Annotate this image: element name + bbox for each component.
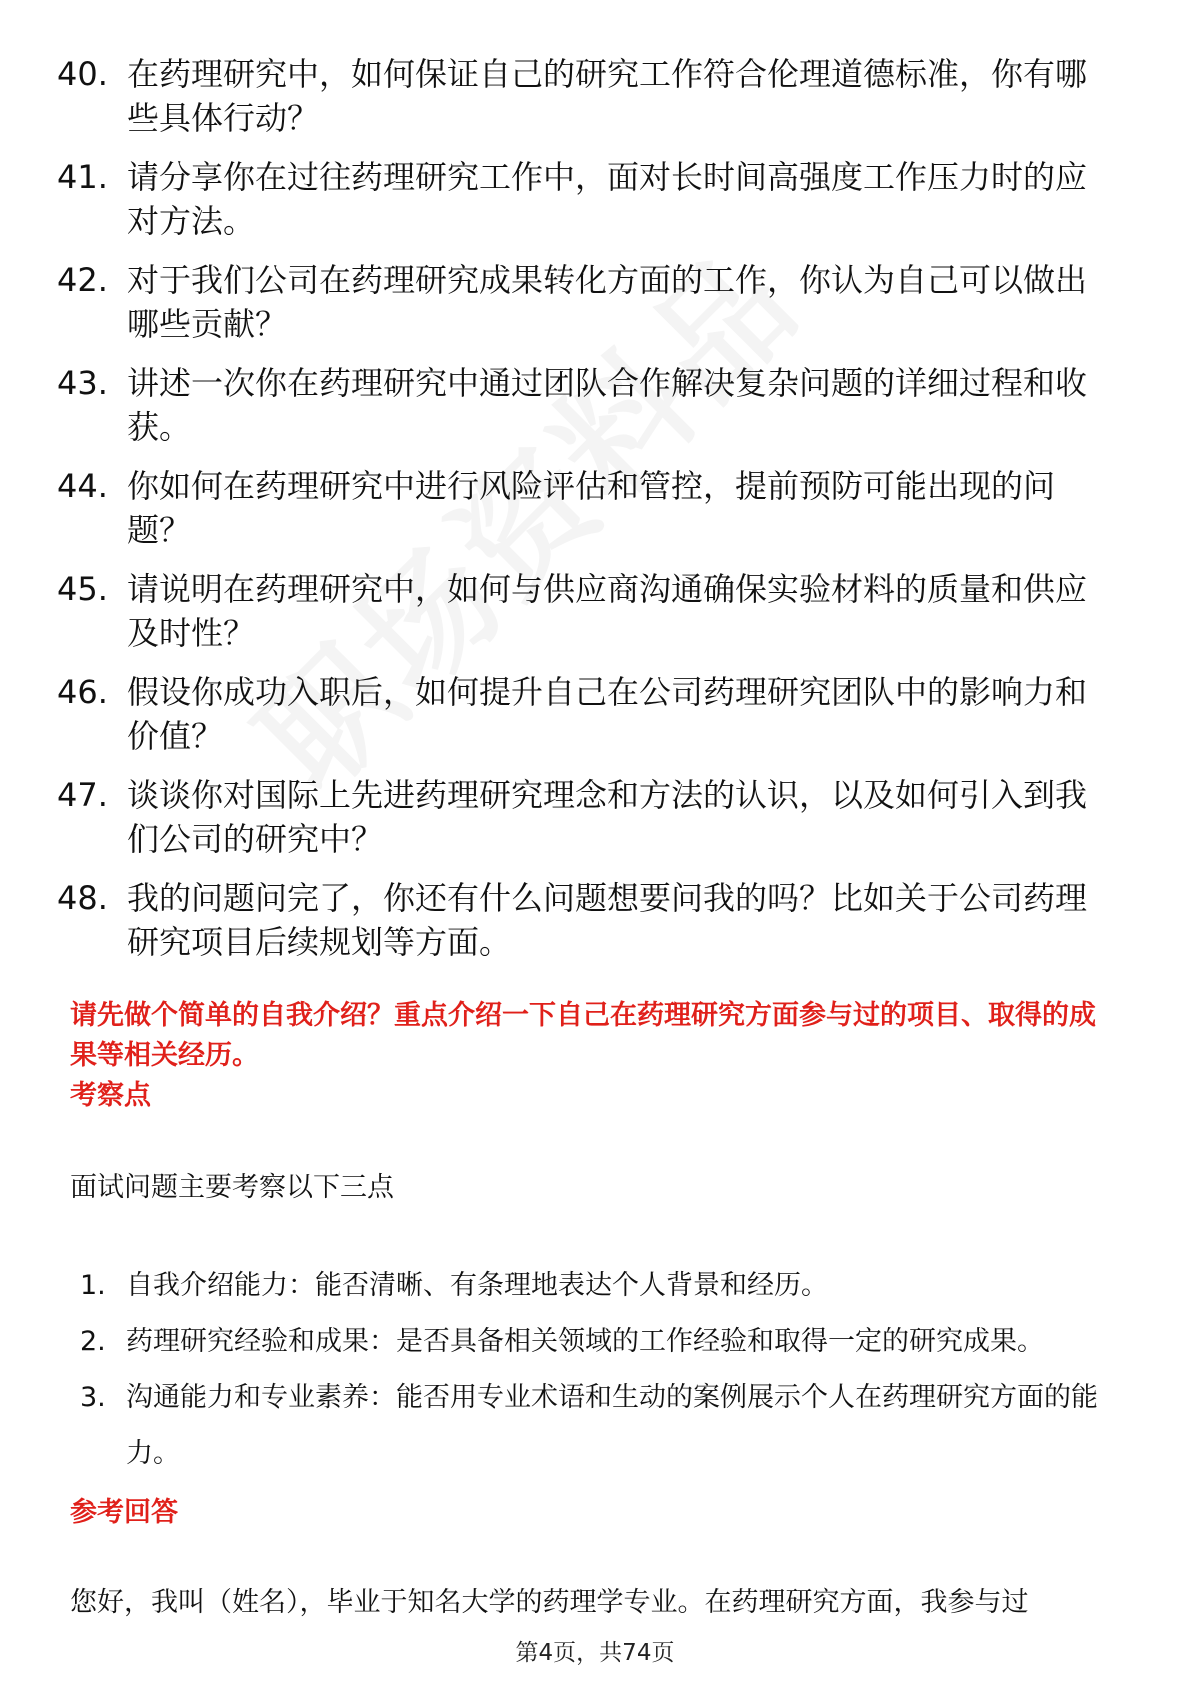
point-number: 3.	[80, 1382, 106, 1413]
question-number: 41.	[57, 158, 108, 196]
question-text: 我的问题问完了，你还有什么问题想要问我的吗？比如关于公司药理研究项目后续规划等方面。	[127, 879, 1088, 961]
assessment-point	[80, 1314, 1120, 1370]
question-text: 假设你成功入职后，如何提升自己在公司药理研究团队中的影响力和价值？	[127, 673, 1088, 755]
question-text: 请说明在药理研究中，如何与供应商沟通确保实验材料的质量和供应及时性？	[127, 570, 1088, 652]
page-footer: 第4页，共74页	[515, 1640, 675, 1666]
assessment-intro: 面试问题主要考察以下三点	[70, 1172, 394, 1203]
question-list	[57, 52, 1117, 979]
question-text: 你如何在药理研究中进行风险评估和管控，提前预防可能出现的问题？	[127, 467, 1056, 549]
point-text: 沟通能力和专业素养：能否用专业术语和生动的案例展示个人在药理研究方面的能力。	[126, 1382, 1098, 1469]
question-text: 请分享你在过往药理研究工作中，面对长时间高强度工作压力时的应对方法。	[127, 158, 1088, 240]
question-item	[57, 773, 1117, 861]
question-number: 48.	[57, 879, 108, 917]
question-number: 46.	[57, 673, 108, 711]
question-item	[57, 567, 1117, 655]
question-item	[57, 258, 1117, 346]
question-number: 44.	[57, 467, 108, 505]
question-item	[57, 361, 1117, 449]
reference-answer: 您好，我叫（姓名），毕业于知名大学的药理学专业。在药理研究方面，我参与过	[70, 1587, 1029, 1618]
question-item	[57, 155, 1117, 243]
question-item	[57, 464, 1117, 552]
point-text: 药理研究经验和成果：是否具备相关领域的工作经验和取得一定的研究成果。	[126, 1326, 1044, 1357]
assessment-point	[80, 1258, 1120, 1314]
point-text: 自我介绍能力：能否清晰、有条理地表达个人背景和经历。	[126, 1270, 828, 1301]
question-number: 42.	[57, 261, 108, 299]
question-text: 讲述一次你在药理研究中通过团队合作解决复杂问题的详细过程和收获。	[127, 364, 1088, 446]
assessment-heading: 考察点	[70, 1080, 151, 1111]
question-number: 40.	[57, 55, 108, 93]
question-item	[57, 670, 1117, 758]
highlight-question: 请先做个简单的自我介绍？重点介绍一下自己在药理研究方面参与过的项目、取得的成果等相关经历。	[70, 1000, 1096, 1071]
question-number: 45.	[57, 570, 108, 608]
question-text: 对于我们公司在药理研究成果转化方面的工作，你认为自己可以做出哪些贡献？	[127, 261, 1088, 343]
assessment-point	[80, 1370, 1120, 1482]
question-item	[57, 876, 1117, 964]
reference-heading: 参考回答	[70, 1497, 178, 1528]
question-number: 43.	[57, 364, 108, 402]
assessment-points	[80, 1258, 1120, 1482]
question-text: 谈谈你对国际上先进药理研究理念和方法的认识，以及如何引入到我们公司的研究中？	[127, 776, 1088, 858]
question-number: 47.	[57, 776, 108, 814]
point-number: 2.	[80, 1326, 106, 1357]
point-number: 1.	[80, 1270, 106, 1301]
question-item	[57, 52, 1117, 140]
question-text: 在药理研究中，如何保证自己的研究工作符合伦理道德标准，你有哪些具体行动？	[127, 55, 1088, 137]
